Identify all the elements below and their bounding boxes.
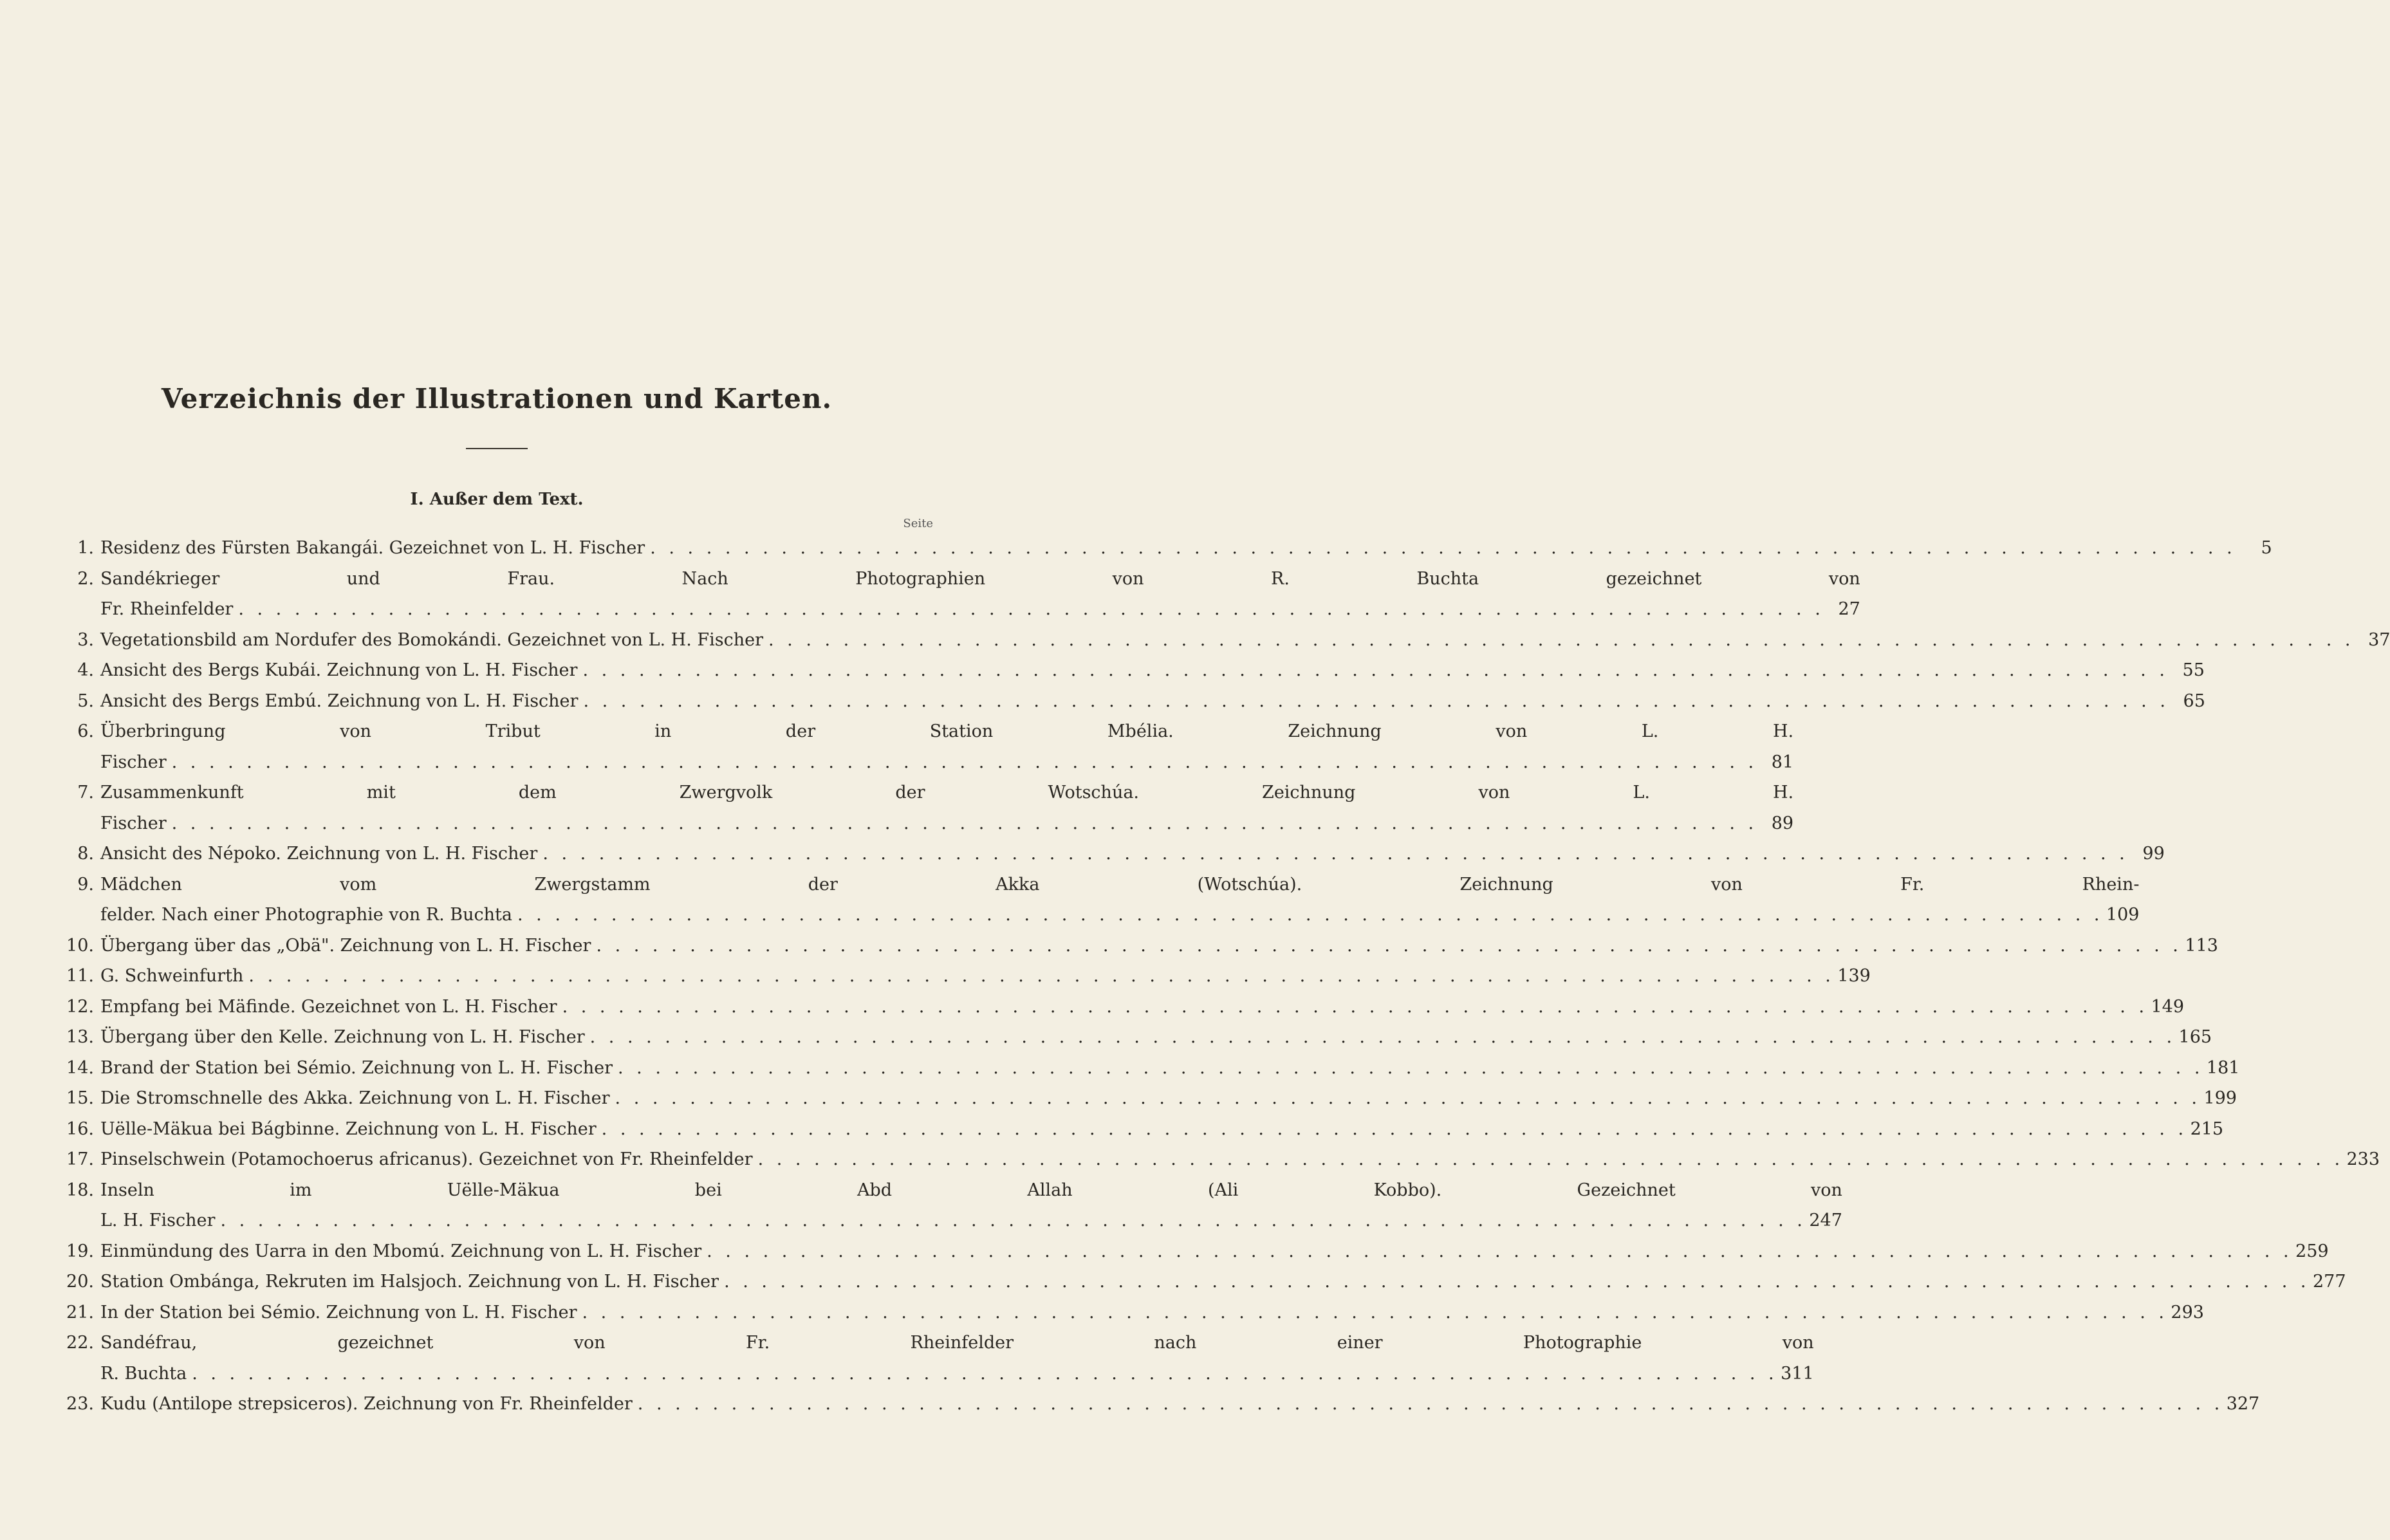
entry-body [100, 1389, 2259, 1420]
list-item [59, 716, 1794, 777]
entry-body [100, 655, 2205, 686]
dot-leader [215, 1205, 1806, 1236]
entry-page-number: 5 [2261, 538, 2272, 558]
entry-page-number: 89 [1771, 813, 1794, 833]
entry-caption-first-line: Sandékrieger und Frau. Nach Photographien von R. Buchta gezeichnet von [100, 568, 1860, 589]
entry-number: 1. [77, 538, 94, 558]
entry-body [100, 992, 2184, 1023]
entry-caption: Fr. Rheinfelder [100, 599, 234, 619]
dot-leader [577, 1297, 2168, 1328]
entry-body [100, 533, 2272, 564]
dot-leader [753, 1144, 2344, 1175]
entry-number: 23. [66, 1394, 94, 1414]
list-item [59, 1022, 2212, 1053]
entry-body [100, 1236, 2329, 1267]
entry-page-number: 181 [2206, 1057, 2240, 1078]
section-heading: I. Außer dem Text. [410, 490, 584, 509]
dot-leader [701, 1236, 2292, 1267]
entry-caption: Vegetationsbild am Nordufer des Bomokándi. Gezeichnet von L. H. Fischer [100, 629, 764, 650]
list-item [59, 1328, 1814, 1389]
entry-caption: Übergang über das „Obä". Zeichnung von L. H. Fischer [100, 935, 591, 956]
entry-caption: Einmündung des Uarra in den Mbomú. Zeichnung von L. H. Fischer [100, 1241, 702, 1261]
dot-leader [613, 1053, 2203, 1084]
entry-caption: Übergang über den Kelle. Zeichnung von L. H. Fischer [100, 1027, 585, 1047]
entry-number: 19. [66, 1241, 94, 1261]
dot-leader [610, 1083, 2201, 1114]
list-item [59, 1389, 2260, 1420]
list-item [59, 1236, 2329, 1267]
entry-caption: Fischer [100, 813, 167, 833]
entry-number: 10. [66, 935, 94, 956]
entry-page-number: 99 [2142, 844, 2165, 864]
entry-caption: Ansicht des Bergs Kubái. Zeichnung von L. H. Fischer [100, 660, 578, 680]
entry-body [100, 1175, 1842, 1236]
entry-page-number: 259 [2295, 1241, 2329, 1261]
page-column-header: Seite [903, 517, 933, 530]
list-item [59, 1144, 2380, 1175]
dot-leader [633, 1389, 2223, 1420]
entry-number: 6. [77, 721, 94, 741]
list-item [59, 777, 1794, 839]
entry-page-number: 293 [2171, 1302, 2204, 1322]
entry-number: 7. [77, 783, 94, 802]
list-item [59, 1114, 2224, 1145]
entry-page-number: 139 [1837, 966, 1871, 986]
list-item [59, 625, 2390, 656]
entry-page-number: 165 [2178, 1027, 2212, 1047]
entry-number: 13. [66, 1027, 94, 1047]
entry-caption: G. Schweinfurth [100, 966, 244, 986]
entry-body [100, 1053, 2239, 1084]
entry-body [100, 931, 2218, 961]
entry-number: 9. [77, 874, 94, 895]
dot-leader [577, 655, 2168, 686]
entry-body [100, 564, 1860, 625]
entry-caption: Station Ombánga, Rekruten im Halsjoch. Zeichnung von L. H. Fischer [100, 1272, 719, 1292]
entry-number: 15. [66, 1088, 94, 1108]
entry-number: 2. [77, 568, 94, 589]
entry-number: 21. [66, 1302, 94, 1322]
entry-number: 11. [66, 966, 94, 986]
entry-number: 14. [66, 1057, 94, 1078]
index-page [59, 380, 2390, 1420]
entry-number: 18. [66, 1180, 94, 1200]
entry-body [100, 1328, 1814, 1389]
entry-caption-first-line: Sandéfrau, gezeichnet von Fr. Rheinfelder nach einer Photographie von [100, 1333, 1814, 1353]
dot-leader [578, 686, 2169, 717]
entry-caption-first-line: Zusammenkunft mit dem Zwergvolk der Wotschúa. Zeichnung von L. H. [100, 783, 1794, 802]
entry-caption-first-line: Mädchen vom Zwergstamm der Akka (Wotschúa). Zeichnung von Fr. Rhein- [100, 874, 2140, 895]
dot-leader [167, 808, 1757, 839]
entry-number: 8. [77, 844, 94, 864]
entry-page-number: 277 [2312, 1272, 2346, 1292]
entry-body [100, 1144, 2380, 1175]
entry-page-number: 55 [2182, 660, 2205, 680]
entry-caption: Pinselschwein (Potamochoerus africanus). Gezeichnet von Fr. Rheinfelder [100, 1149, 753, 1169]
entry-caption-first-line: Überbringung von Tribut in der Station Mbélia. Zeichnung von L. H. [100, 721, 1794, 741]
dot-leader [719, 1266, 2310, 1297]
entry-body [100, 1266, 2346, 1297]
list-item [59, 564, 1860, 625]
list-item [59, 1175, 1842, 1236]
entry-caption: Empfang bei Mäfinde. Gezeichnet von L. H. Fischer [100, 996, 557, 1017]
list-item [59, 533, 2272, 564]
list-item [59, 839, 2165, 869]
entry-page-number: 247 [1809, 1211, 1842, 1230]
list-item [59, 655, 2205, 686]
entry-page-number: 113 [2185, 935, 2218, 956]
entry-body [100, 869, 2139, 931]
entry-caption: Brand der Station bei Sémio. Zeichnung von L. H. Fischer [100, 1057, 613, 1078]
entry-page-number: 65 [2183, 691, 2205, 711]
dot-leader [233, 594, 1824, 625]
entry-number: 4. [77, 660, 94, 680]
dot-leader [645, 533, 2236, 564]
entry-caption: felder. Nach einer Photographie von R. Buchta [100, 905, 512, 925]
entry-body [100, 716, 1793, 777]
entry-body [100, 1083, 2237, 1114]
dot-leader [537, 839, 2128, 869]
entry-caption: Uëlle-Mäkua bei Bágbinne. Zeichnung von L. H. Fischer [100, 1118, 597, 1139]
dot-leader [557, 992, 2148, 1023]
entry-number: 5. [77, 691, 94, 711]
entry-caption: Fischer [100, 752, 167, 772]
dot-leader [591, 931, 2182, 961]
entry-body [100, 625, 2390, 656]
entry-caption: Ansicht des Népoko. Zeichnung von L. H. Fischer [100, 844, 538, 864]
entry-page-number: 27 [1838, 599, 1860, 619]
entry-body [100, 839, 2165, 869]
list-item [59, 1297, 2204, 1328]
list-item [59, 869, 2140, 931]
entry-body [100, 1022, 2212, 1053]
entry-body [100, 961, 1871, 992]
list-item [59, 961, 1871, 992]
dot-leader [187, 1359, 1777, 1389]
entry-body [100, 1297, 2204, 1328]
dot-leader [585, 1022, 2176, 1053]
entry-caption: L. H. Fischer [100, 1211, 216, 1230]
entry-page-number: 311 [1781, 1363, 1814, 1384]
entry-caption: In der Station bei Sémio. Zeichnung von L. H. Fischer [100, 1302, 577, 1322]
list-item [59, 931, 2218, 961]
title-divider [466, 448, 528, 449]
entry-number: 3. [77, 629, 94, 650]
dot-leader [243, 961, 1834, 992]
page-title: Verzeichnis der Illustrationen und Karten. [161, 383, 833, 414]
entry-number: 12. [66, 996, 94, 1017]
list-item [59, 1083, 2237, 1114]
illustration-list [59, 533, 2390, 1420]
entry-body [100, 777, 1793, 839]
entry-page-number: 109 [2106, 905, 2140, 925]
dot-leader [597, 1114, 2187, 1145]
entry-page-number: 233 [2346, 1149, 2380, 1169]
entry-page-number: 215 [2190, 1118, 2224, 1139]
entry-number: 16. [66, 1118, 94, 1139]
list-item [59, 1266, 2346, 1297]
entry-number: 20. [66, 1272, 94, 1292]
entry-caption-first-line: Inseln im Uëlle-Mäkua bei Abd Allah (Ali Kobbo). Gezeichnet von [100, 1180, 1842, 1200]
entry-page-number: 149 [2151, 996, 2185, 1017]
entry-page-number: 199 [2203, 1088, 2237, 1108]
dot-leader [763, 625, 2354, 656]
entry-page-number: 327 [2226, 1394, 2260, 1414]
dot-leader [512, 900, 2103, 931]
entry-caption: Ansicht des Bergs Embú. Zeichnung von L. H. Fischer [100, 691, 579, 711]
entry-caption: Kudu (Antilope strepsiceros). Zeichnung von Fr. Rheinfelder [100, 1394, 633, 1414]
list-item [59, 686, 2205, 717]
entry-caption: R. Buchta [100, 1363, 187, 1384]
list-item [59, 992, 2185, 1023]
dot-leader [167, 747, 1757, 778]
entry-body [100, 686, 2205, 717]
entry-caption: Die Stromschnelle des Akka. Zeichnung von L. H. Fischer [100, 1088, 610, 1108]
entry-body [100, 1114, 2223, 1145]
entry-page-number: 81 [1771, 752, 1794, 772]
entry-page-number: 37 [2368, 629, 2390, 650]
list-item [59, 1053, 2240, 1084]
entry-number: 17. [66, 1149, 94, 1169]
entry-number: 22. [66, 1333, 94, 1353]
entry-caption: Residenz des Fürsten Bakangái. Gezeichnet von L. H. Fischer [100, 538, 645, 558]
